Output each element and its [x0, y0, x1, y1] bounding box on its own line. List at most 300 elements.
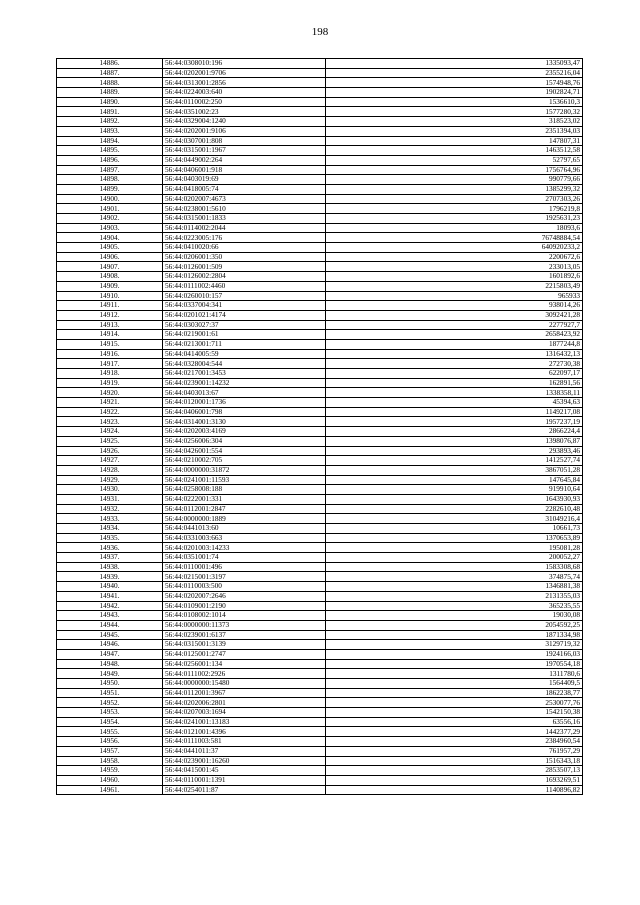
table-row	[57, 407, 583, 417]
cadastral-number-cell: 56:44:0112001:2847	[163, 504, 326, 514]
table-row	[57, 659, 583, 669]
value-cell: 1335093,47	[326, 59, 583, 69]
table-row	[57, 717, 583, 727]
row-number-cell: 14953.	[57, 708, 163, 718]
value-cell: 990779,66	[326, 175, 583, 185]
row-number-cell: 14931.	[57, 494, 163, 504]
cadastral-number-cell: 56:44:0331003:663	[163, 533, 326, 543]
table-row	[57, 78, 583, 88]
row-number-cell: 14918.	[57, 369, 163, 379]
row-number-cell: 14937.	[57, 553, 163, 563]
row-number-cell: 14913.	[57, 320, 163, 330]
value-cell: 2530077,76	[326, 698, 583, 708]
data-table	[56, 58, 583, 795]
row-number-cell: 14909.	[57, 281, 163, 291]
table-body	[57, 59, 583, 795]
table-row	[57, 291, 583, 301]
cadastral-number-cell: 56:44:0406001:798	[163, 407, 326, 417]
value-cell: 1925631,23	[326, 214, 583, 224]
cadastral-number-cell: 56:44:0126001:509	[163, 262, 326, 272]
row-number-cell: 14910.	[57, 291, 163, 301]
table-row	[57, 524, 583, 534]
row-number-cell: 14905.	[57, 243, 163, 253]
row-number-cell: 14943.	[57, 611, 163, 621]
table-row	[57, 562, 583, 572]
cadastral-number-cell: 56:44:0201021:4174	[163, 310, 326, 320]
value-cell: 2866224,4	[326, 427, 583, 437]
table-row	[57, 378, 583, 388]
row-number-cell: 14889.	[57, 88, 163, 98]
value-cell: 1338358,11	[326, 388, 583, 398]
table-row	[57, 766, 583, 776]
cadastral-number-cell: 56:44:0313001:2856	[163, 78, 326, 88]
value-cell: 2200672,6	[326, 252, 583, 262]
cadastral-number-cell: 56:44:0210002:705	[163, 456, 326, 466]
cadastral-number-cell: 56:44:0224003:640	[163, 88, 326, 98]
value-cell: 1877244,8	[326, 339, 583, 349]
value-cell: 1862238,77	[326, 688, 583, 698]
table-row	[57, 184, 583, 194]
value-cell: 147645,84	[326, 475, 583, 485]
value-cell: 1412527,74	[326, 456, 583, 466]
cadastral-number-cell: 56:44:0202007:4673	[163, 194, 326, 204]
cadastral-number-cell: 56:44:0222001:331	[163, 494, 326, 504]
table-row	[57, 349, 583, 359]
row-number-cell: 14955.	[57, 727, 163, 737]
cadastral-number-cell: 56:44:0202003:4169	[163, 427, 326, 437]
table-row	[57, 494, 583, 504]
table-row	[57, 204, 583, 214]
cadastral-number-cell: 56:44:0441011:37	[163, 746, 326, 756]
cadastral-number-cell: 56:44:0351002:23	[163, 107, 326, 117]
table-row	[57, 117, 583, 127]
cadastral-number-cell: 56:44:0239001:6137	[163, 630, 326, 640]
table-row	[57, 243, 583, 253]
value-cell: 1871334,98	[326, 630, 583, 640]
table-row	[57, 504, 583, 514]
value-cell: 1346881,38	[326, 582, 583, 592]
value-cell: 2853507,13	[326, 766, 583, 776]
value-cell: 293893,46	[326, 446, 583, 456]
row-number-cell: 14896.	[57, 155, 163, 165]
row-number-cell: 14897.	[57, 165, 163, 175]
value-cell: 1957237,19	[326, 417, 583, 427]
cadastral-number-cell: 56:44:0414005:59	[163, 349, 326, 359]
value-cell: 622097,17	[326, 369, 583, 379]
cadastral-number-cell: 56:44:0223005:176	[163, 233, 326, 243]
value-cell: 1796219,8	[326, 204, 583, 214]
cadastral-number-cell: 56:44:0201003:14233	[163, 543, 326, 553]
row-number-cell: 14903.	[57, 223, 163, 233]
table-row	[57, 708, 583, 718]
cadastral-number-cell: 56:44:0114002:2044	[163, 223, 326, 233]
cadastral-number-cell: 56:44:0256006:304	[163, 436, 326, 446]
table-row	[57, 572, 583, 582]
row-number-cell: 14894.	[57, 136, 163, 146]
cadastral-number-cell: 56:44:0207003:1694	[163, 708, 326, 718]
value-cell: 3092421,28	[326, 310, 583, 320]
row-number-cell: 14935.	[57, 533, 163, 543]
table-row	[57, 611, 583, 621]
table-row	[57, 126, 583, 136]
cadastral-number-cell: 56:44:0308010:196	[163, 59, 326, 69]
cadastral-number-cell: 56:44:0111002:4460	[163, 281, 326, 291]
row-number-cell: 14906.	[57, 252, 163, 262]
value-cell: 2282610,48	[326, 504, 583, 514]
cadastral-number-cell: 56:44:0120001:1736	[163, 398, 326, 408]
row-number-cell: 14940.	[57, 582, 163, 592]
table-row	[57, 456, 583, 466]
table-row	[57, 233, 583, 243]
row-number-cell: 14921.	[57, 398, 163, 408]
row-number-cell: 14939.	[57, 572, 163, 582]
value-cell: 2215803,49	[326, 281, 583, 291]
cadastral-number-cell: 56:44:0213001:711	[163, 339, 326, 349]
table-row	[57, 649, 583, 659]
cadastral-number-cell: 56:44:0410020:66	[163, 243, 326, 253]
value-cell: 1370653,89	[326, 533, 583, 543]
cadastral-number-cell: 56:44:0418005:74	[163, 184, 326, 194]
cadastral-number-cell: 56:44:0315001:1967	[163, 146, 326, 156]
value-cell: 272730,38	[326, 359, 583, 369]
value-cell: 1536610,3	[326, 97, 583, 107]
cadastral-number-cell: 56:44:0403019:69	[163, 175, 326, 185]
table-row	[57, 281, 583, 291]
cadastral-number-cell: 56:44:0238001:5610	[163, 204, 326, 214]
table-row	[57, 165, 583, 175]
value-cell: 45394,63	[326, 398, 583, 408]
cadastral-number-cell: 56:44:0110002:250	[163, 97, 326, 107]
cadastral-number-cell: 56:44:0126002:2804	[163, 272, 326, 282]
value-cell: 1583308,68	[326, 562, 583, 572]
row-number-cell: 14895.	[57, 146, 163, 156]
value-cell: 52797,65	[326, 155, 583, 165]
row-number-cell: 14908.	[57, 272, 163, 282]
table-row	[57, 272, 583, 282]
row-number-cell: 14950.	[57, 679, 163, 689]
cadastral-number-cell: 56:44:0329004:1240	[163, 117, 326, 127]
row-number-cell: 14948.	[57, 659, 163, 669]
table-row	[57, 88, 583, 98]
value-cell: 1902824,71	[326, 88, 583, 98]
cadastral-number-cell: 56:44:0239001:14232	[163, 378, 326, 388]
row-number-cell: 14941.	[57, 591, 163, 601]
cadastral-number-cell: 56:44:0219001:61	[163, 330, 326, 340]
value-cell: 2351394,03	[326, 126, 583, 136]
table-row	[57, 417, 583, 427]
value-cell: 365235,55	[326, 601, 583, 611]
value-cell: 1574948,76	[326, 78, 583, 88]
value-cell: 2131355,03	[326, 591, 583, 601]
table-row	[57, 59, 583, 69]
table-row	[57, 68, 583, 78]
table-row	[57, 369, 583, 379]
row-number-cell: 14887.	[57, 68, 163, 78]
value-cell: 147807,31	[326, 136, 583, 146]
cadastral-number-cell: 56:44:0351001:74	[163, 553, 326, 563]
table-row	[57, 175, 583, 185]
row-number-cell: 14945.	[57, 630, 163, 640]
table-row	[57, 620, 583, 630]
value-cell: 18093,6	[326, 223, 583, 233]
value-cell: 1564409,5	[326, 679, 583, 689]
value-cell: 965933	[326, 291, 583, 301]
cadastral-number-cell: 56:44:0112001:3967	[163, 688, 326, 698]
value-cell: 1149217,08	[326, 407, 583, 417]
cadastral-number-cell: 56:44:0202006:2801	[163, 698, 326, 708]
cadastral-number-cell: 56:44:0108002:1014	[163, 611, 326, 621]
value-cell: 2355216,04	[326, 68, 583, 78]
row-number-cell: 14892.	[57, 117, 163, 127]
row-number-cell: 14919.	[57, 378, 163, 388]
cadastral-number-cell: 56:44:0125001:2747	[163, 649, 326, 659]
cadastral-number-cell: 56:44:0110003:500	[163, 582, 326, 592]
table-row	[57, 427, 583, 437]
row-number-cell: 14954.	[57, 717, 163, 727]
row-number-cell: 14916.	[57, 349, 163, 359]
cadastral-number-cell: 56:44:0415001:45	[163, 766, 326, 776]
table-row	[57, 543, 583, 553]
cadastral-number-cell: 56:44:0258008:188	[163, 485, 326, 495]
cadastral-number-cell: 56:44:0110001:1391	[163, 775, 326, 785]
value-cell: 1316432,13	[326, 349, 583, 359]
table-row	[57, 436, 583, 446]
row-number-cell: 14929.	[57, 475, 163, 485]
row-number-cell: 14957.	[57, 746, 163, 756]
cadastral-number-cell: 56:44:0328004:544	[163, 359, 326, 369]
row-number-cell: 14914.	[57, 330, 163, 340]
row-number-cell: 14900.	[57, 194, 163, 204]
value-cell: 374875,74	[326, 572, 583, 582]
value-cell: 761957,29	[326, 746, 583, 756]
table-row	[57, 640, 583, 650]
cadastral-number-cell: 56:44:0337004:341	[163, 301, 326, 311]
table-row	[57, 136, 583, 146]
value-cell: 1577280,32	[326, 107, 583, 117]
row-number-cell: 14927.	[57, 456, 163, 466]
value-cell: 63556,16	[326, 717, 583, 727]
row-number-cell: 14942.	[57, 601, 163, 611]
value-cell: 1693269,51	[326, 775, 583, 785]
cadastral-number-cell: 56:44:0307001:808	[163, 136, 326, 146]
cadastral-number-cell: 56:44:0241001:13183	[163, 717, 326, 727]
value-cell: 10661,73	[326, 524, 583, 534]
cadastral-number-cell: 56:44:0406001:918	[163, 165, 326, 175]
row-number-cell: 14915.	[57, 339, 163, 349]
table-row	[57, 388, 583, 398]
row-number-cell: 14886.	[57, 59, 163, 69]
value-cell: 1140896,82	[326, 785, 583, 795]
value-cell: 1756764,96	[326, 165, 583, 175]
cadastral-number-cell: 56:44:0303027:37	[163, 320, 326, 330]
row-number-cell: 14958.	[57, 756, 163, 766]
row-number-cell: 14912.	[57, 310, 163, 320]
row-number-cell: 14932.	[57, 504, 163, 514]
value-cell: 919910,64	[326, 485, 583, 495]
table-row	[57, 194, 583, 204]
value-cell: 1463512,58	[326, 146, 583, 156]
table-row	[57, 339, 583, 349]
table-row	[57, 252, 583, 262]
cadastral-number-cell: 56:44:0111003:581	[163, 737, 326, 747]
cadastral-number-cell: 56:44:0241001:11593	[163, 475, 326, 485]
row-number-cell: 14898.	[57, 175, 163, 185]
row-number-cell: 14920.	[57, 388, 163, 398]
table-row	[57, 330, 583, 340]
table-row	[57, 359, 583, 369]
value-cell: 318523,02	[326, 117, 583, 127]
value-cell: 3867051,28	[326, 465, 583, 475]
value-cell: 1385299,32	[326, 184, 583, 194]
value-cell: 76748884,54	[326, 233, 583, 243]
value-cell: 31049216,4	[326, 514, 583, 524]
table-row	[57, 756, 583, 766]
row-number-cell: 14902.	[57, 214, 163, 224]
value-cell: 162891,56	[326, 378, 583, 388]
table-row	[57, 688, 583, 698]
row-number-cell: 14956.	[57, 737, 163, 747]
table-row	[57, 465, 583, 475]
row-number-cell: 14923.	[57, 417, 163, 427]
table-row	[57, 591, 583, 601]
value-cell: 1601892,6	[326, 272, 583, 282]
value-cell: 1542150,38	[326, 708, 583, 718]
value-cell: 2658423,92	[326, 330, 583, 340]
table-row	[57, 669, 583, 679]
row-number-cell: 14960.	[57, 775, 163, 785]
row-number-cell: 14924.	[57, 427, 163, 437]
table-row	[57, 485, 583, 495]
row-number-cell: 14946.	[57, 640, 163, 650]
row-number-cell: 14947.	[57, 649, 163, 659]
row-number-cell: 14928.	[57, 465, 163, 475]
row-number-cell: 14961.	[57, 785, 163, 795]
table-row	[57, 398, 583, 408]
row-number-cell: 14933.	[57, 514, 163, 524]
row-number-cell: 14888.	[57, 78, 163, 88]
cadastral-number-cell: 56:44:0000000:15480	[163, 679, 326, 689]
cadastral-number-cell: 56:44:0403013:67	[163, 388, 326, 398]
row-number-cell: 14925.	[57, 436, 163, 446]
cadastral-number-cell: 56:44:0426001:554	[163, 446, 326, 456]
cadastral-number-cell: 56:44:0000000:11373	[163, 620, 326, 630]
row-number-cell: 14907.	[57, 262, 163, 272]
value-cell: 2277927,7	[326, 320, 583, 330]
cadastral-number-cell: 56:44:0202007:2646	[163, 591, 326, 601]
row-number-cell: 14899.	[57, 184, 163, 194]
row-number-cell: 14922.	[57, 407, 163, 417]
table-row	[57, 310, 583, 320]
value-cell: 19030,08	[326, 611, 583, 621]
value-cell: 938014,26	[326, 301, 583, 311]
row-number-cell: 14951.	[57, 688, 163, 698]
cadastral-number-cell: 56:44:0121001:4396	[163, 727, 326, 737]
cadastral-number-cell: 56:44:0260010:157	[163, 291, 326, 301]
cadastral-number-cell: 56:44:0111002:2926	[163, 669, 326, 679]
row-number-cell: 14938.	[57, 562, 163, 572]
cadastral-number-cell: 56:44:0239001:16260	[163, 756, 326, 766]
value-cell: 1924166,03	[326, 649, 583, 659]
value-cell: 200052,27	[326, 553, 583, 563]
value-cell: 1516343,18	[326, 756, 583, 766]
row-number-cell: 14891.	[57, 107, 163, 117]
cadastral-number-cell: 56:44:0315001:3139	[163, 640, 326, 650]
row-number-cell: 14952.	[57, 698, 163, 708]
cadastral-number-cell: 56:44:0202001:9706	[163, 68, 326, 78]
table-row	[57, 223, 583, 233]
row-number-cell: 14893.	[57, 126, 163, 136]
table-row	[57, 475, 583, 485]
row-number-cell: 14930.	[57, 485, 163, 495]
table-row	[57, 107, 583, 117]
row-number-cell: 14904.	[57, 233, 163, 243]
table-row	[57, 146, 583, 156]
row-number-cell: 14917.	[57, 359, 163, 369]
cadastral-number-cell: 56:44:0449002:264	[163, 155, 326, 165]
cadastral-number-cell: 56:44:0441013:60	[163, 524, 326, 534]
table-row	[57, 320, 583, 330]
table-row	[57, 737, 583, 747]
cadastral-number-cell: 56:44:0000000:31872	[163, 465, 326, 475]
value-cell: 1398076,87	[326, 436, 583, 446]
cadastral-number-cell: 56:44:0109001:2190	[163, 601, 326, 611]
cadastral-number-cell: 56:44:0217001:3453	[163, 369, 326, 379]
table-row	[57, 155, 583, 165]
table-row	[57, 746, 583, 756]
cadastral-number-cell: 56:44:0000000:1889	[163, 514, 326, 524]
row-number-cell: 14911.	[57, 301, 163, 311]
table-row	[57, 446, 583, 456]
row-number-cell: 14890.	[57, 97, 163, 107]
cadastral-number-cell: 56:44:0254011:87	[163, 785, 326, 795]
value-cell: 640920233,2	[326, 243, 583, 253]
value-cell: 3129719,32	[326, 640, 583, 650]
table-row	[57, 785, 583, 795]
row-number-cell: 14934.	[57, 524, 163, 534]
table-row	[57, 97, 583, 107]
table-row	[57, 214, 583, 224]
row-number-cell: 14944.	[57, 620, 163, 630]
cadastral-number-cell: 56:44:0215001:3197	[163, 572, 326, 582]
table-row	[57, 514, 583, 524]
table-row	[57, 262, 583, 272]
value-cell: 195081,28	[326, 543, 583, 553]
table-row	[57, 727, 583, 737]
cadastral-number-cell: 56:44:0314001:3130	[163, 417, 326, 427]
row-number-cell: 14901.	[57, 204, 163, 214]
value-cell: 233013,05	[326, 262, 583, 272]
table-row	[57, 698, 583, 708]
value-cell: 2384960,54	[326, 737, 583, 747]
table-row	[57, 630, 583, 640]
value-cell: 1311780,6	[326, 669, 583, 679]
table-row	[57, 582, 583, 592]
value-cell: 2707303,26	[326, 194, 583, 204]
row-number-cell: 14926.	[57, 446, 163, 456]
cadastral-number-cell: 56:44:0315001:1833	[163, 214, 326, 224]
cadastral-number-cell: 56:44:0206001:350	[163, 252, 326, 262]
table-row	[57, 553, 583, 563]
table-row	[57, 601, 583, 611]
table-row	[57, 533, 583, 543]
value-cell: 1643930,93	[326, 494, 583, 504]
value-cell: 2054592,25	[326, 620, 583, 630]
table-row	[57, 679, 583, 689]
table-row	[57, 301, 583, 311]
row-number-cell: 14959.	[57, 766, 163, 776]
cadastral-number-cell: 56:44:0202001:9106	[163, 126, 326, 136]
table-row	[57, 775, 583, 785]
